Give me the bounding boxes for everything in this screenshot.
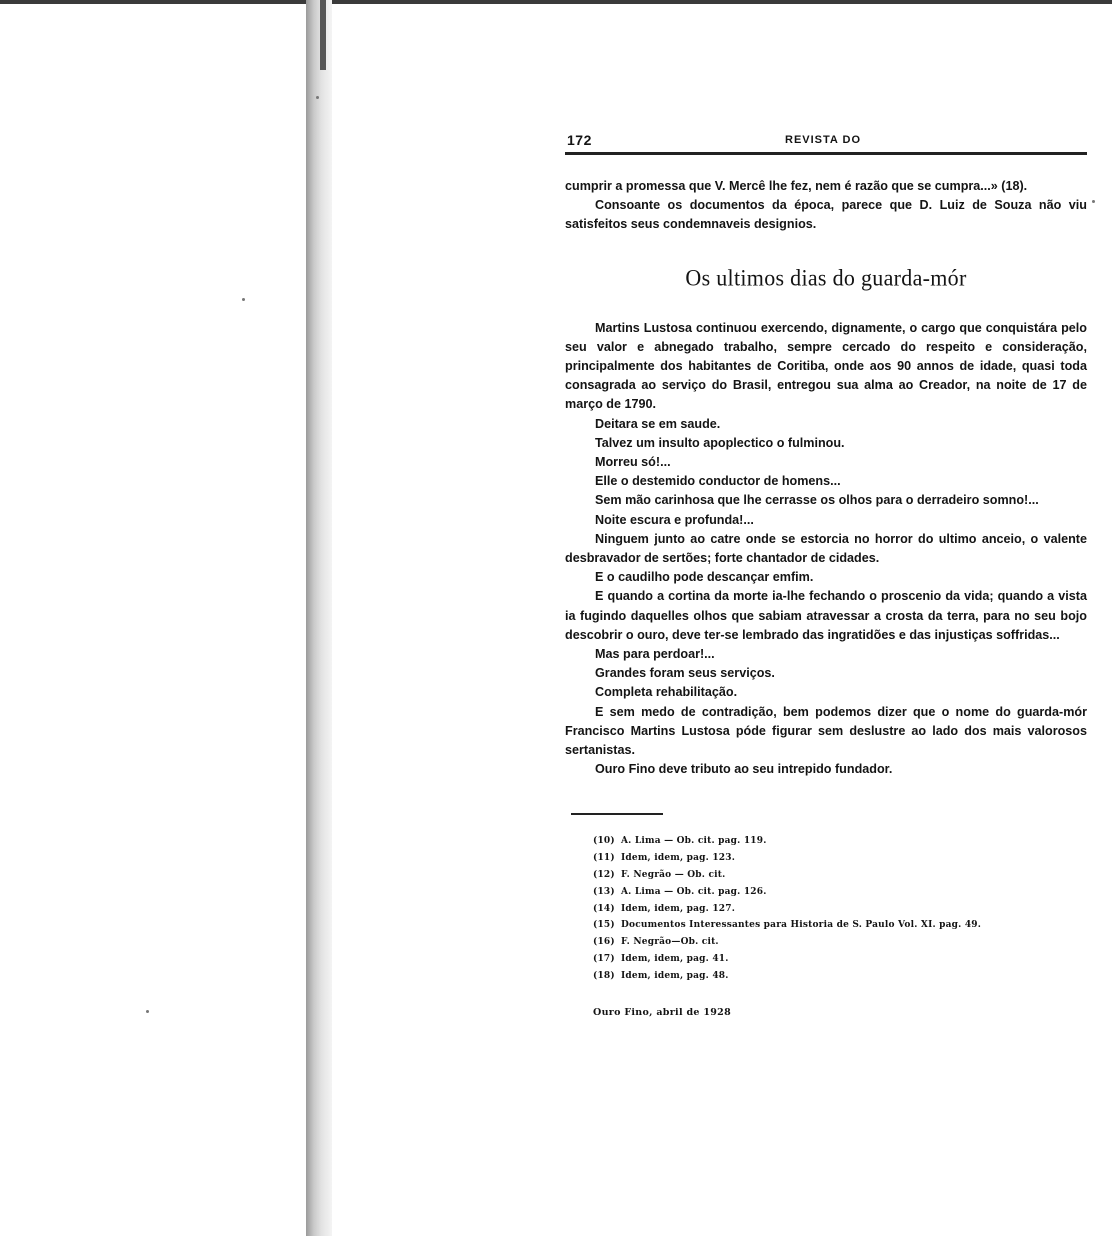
footnote	[593, 901, 1087, 918]
document-page	[565, 132, 1087, 1018]
running-header	[565, 132, 1087, 155]
body-paragraph: Martins Lustosa continuou exercendo, dignamente, o cargo que conquistára pelo seu valor e abnegado trabalho, sempre cercado do respeito e consideração, principalmente dos habitantes de Coritiba, onde aos 90 annos de idade, quasi toda consagrada ao serviço do Brasil, entregou sua alma ao Creador, na noite de 17 de março de 1790.	[565, 320, 1087, 412]
footnote	[593, 884, 1087, 901]
footnote	[593, 917, 1087, 934]
footnote-text: Idem, idem, pag. 48.	[621, 970, 729, 981]
scan-speck	[316, 96, 319, 99]
body-paragraph: Ouro Fino deve tributo ao seu intrepido fundador.	[595, 762, 893, 777]
gutter-dark-mark	[320, 0, 326, 70]
footnote-number: (17)	[593, 954, 615, 965]
footnote-number: (18)	[593, 970, 615, 981]
body-paragraph: E o caudilho pode descançar emfim.	[595, 570, 814, 585]
footnote-text: Documentos Interessantes para Historia de S. Paulo Vol. XI. pag. 49.	[621, 920, 982, 931]
footnote-number: (16)	[593, 937, 615, 948]
place-date-signoff: Ouro Fino, abril de 1928	[593, 1006, 732, 1018]
body-paragraph: Sem mão carinhosa que lhe cerrasse os olhos para o derradeiro somno!...	[595, 493, 1039, 508]
footnote	[593, 968, 1087, 985]
scan-speck	[242, 298, 245, 301]
body-paragraph: Noite escura e profunda!...	[595, 512, 754, 527]
footnote-text: A. Lima — Ob. cit. pag. 119.	[621, 836, 767, 847]
body-paragraph: Mas para perdoar!...	[595, 647, 715, 662]
body-paragraph: Deitara se em saude.	[595, 416, 721, 431]
footnote	[593, 833, 1087, 850]
footnote	[593, 951, 1087, 968]
footnote	[593, 850, 1087, 867]
body-paragraph: Ninguem junto ao catre onde se estorcia no horror do ultimo anceio, o valente desbravador de sertões; forte chantador de cidades.	[565, 531, 1087, 566]
scan-speck	[146, 1010, 149, 1013]
opening-paragraph: cumprir a promessa que V. Mercê lhe fez, nem é razão que se cumpra...» (18).	[565, 179, 1028, 193]
body-paragraph: Morreu só!...	[595, 455, 671, 470]
footnote	[593, 867, 1087, 884]
opening-paragraph: Consoante os documentos da época, parece que D. Luiz de Souza não viu satisfeitos seus condemnaveis designios.	[565, 198, 1087, 232]
section-heading: Os ultimos dias do guarda-mór	[685, 263, 967, 291]
footnote-number: (14)	[593, 903, 615, 914]
footnotes-list	[593, 833, 1087, 984]
footnote-text: F. Negrão—Ob. cit.	[621, 937, 719, 948]
body-paragraph: Elle o destemido conductor de homens...	[595, 474, 841, 489]
scan-speck	[1092, 200, 1095, 203]
footnote-number: (12)	[593, 870, 615, 881]
scan-top-edge	[0, 0, 1112, 4]
body-paragraph: E sem medo de contradição, bem podemos dizer que o nome do guarda-mór Francisco Martins Lustosa póde figurar sem deslustre ao lado dos mais valorosos sertanistas.	[565, 704, 1087, 758]
footnote-text: Idem, idem, pag. 123.	[621, 853, 736, 864]
footnote-number: (10)	[593, 836, 615, 847]
body-paragraph: Completa rehabilitação.	[595, 685, 738, 700]
footnote-text: Idem, idem, pag. 127.	[621, 903, 736, 914]
footnote-number: (11)	[593, 853, 615, 864]
body-paragraph: E quando a cortina da morte ia-lhe fechando o proscenio da vida; quando a vista ia fugindo daquelles olhos que sabiam atravessar a crosta da terra, para no seu bojo descobrir o ouro, deve ter-se lembrado das ingratidões e das injustiças soffridas...	[565, 589, 1087, 642]
book-gutter-shadow	[306, 0, 332, 1236]
body-paragraph: Grandes foram seus serviços.	[595, 666, 775, 681]
footnote-text: F. Negrão — Ob. cit.	[621, 870, 726, 881]
footnote-number: (15)	[593, 920, 615, 931]
footnote-divider	[571, 813, 663, 815]
footnote-text: A. Lima — Ob. cit. pag. 126.	[621, 886, 767, 897]
journal-title: REVISTA DO	[785, 134, 862, 146]
footnote-text: Idem, idem, pag. 41.	[621, 954, 729, 965]
body-paragraph: Talvez um insulto apoplectico o fulminou.	[595, 435, 845, 450]
footnote-number: (13)	[593, 886, 615, 897]
footnote	[593, 934, 1087, 951]
page-number: 172	[567, 132, 592, 148]
